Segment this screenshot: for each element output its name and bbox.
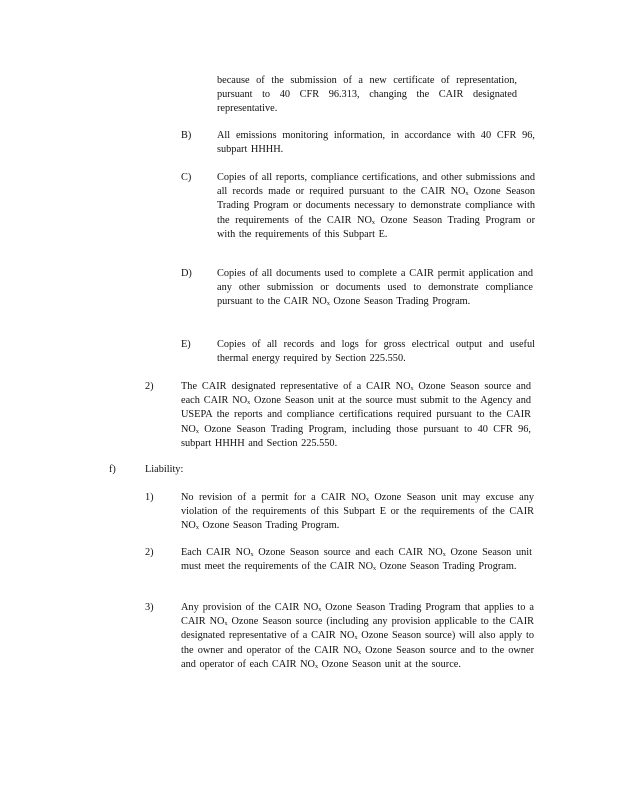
section-f-label: f) <box>109 464 116 475</box>
item-e-text: Copies of all records and logs for gross electrical output and useful thermal energy required by Section 225.550. <box>217 339 535 365</box>
liability-1-text: No revision of a permit for a CAIR NOₓ Ozone Season unit may excuse any violation of the requirements of this Subpart E or the requirements of the CAIR NOₓ Ozone Season Trading Program. <box>181 492 534 532</box>
item-c-text: Copies of all reports, compliance certifications, and other submissions and all records made or required pursuant to the CAIR NOₓ Ozone Season Trading Program or documents necessary to demonstrate compliance with the requirements of the CAIR NOₓ Ozone Season Trading Program or with the requirements of this Subpart E. <box>217 172 535 240</box>
item-2-label: 2) <box>145 381 154 392</box>
item-e-label: E) <box>181 339 191 350</box>
item-d-text: Copies of all documents used to complete a CAIR permit application and any other submission or documents used to demonstrate compliance pursuant to the CAIR NOₓ Ozone Season Trading Program. <box>217 268 533 308</box>
liability-2-label: 2) <box>145 547 154 558</box>
liability-1-label: 1) <box>145 492 154 503</box>
continued-paragraph: because of the submission of a new certificate of representation, pursuant to 40 CFR 96.313, changing the CAIR designated representative. <box>217 75 517 115</box>
section-f-heading: Liability: <box>145 464 184 475</box>
item-b-label: B) <box>181 130 192 141</box>
liability-2-text: Each CAIR NOₓ Ozone Season source and each CAIR NOₓ Ozone Season unit must meet the requirements of the CAIR NOₓ Ozone Season Trading Program. <box>181 547 532 573</box>
liability-3-text: Any provision of the CAIR NOₓ Ozone Season Trading Program that applies to a CAIR NOₓ Ozone Season source (including any provision applicable to the CAIR designated representative of a CAIR NOₓ Ozone Season source) will also apply to the owner and operator of the CAIR NOₓ Ozone Season source and to the owner and operator of each CAIR NOₓ Ozone Season unit at the source. <box>181 602 534 670</box>
item-c-label: C) <box>181 172 192 183</box>
liability-3-label: 3) <box>145 602 154 613</box>
item-b-text: All emissions monitoring information, in accordance with 40 CFR 96, subpart HHHH. <box>217 130 535 156</box>
item-2-text: The CAIR designated representative of a CAIR NOₓ Ozone Season source and each CAIR NOₓ Ozone Season unit at the source must submit to the Agency and USEPA the reports and compliance certifications required pursuant to the CAIR NOₓ Ozone Season Trading Program, including those pursuant to 40 CFR 96, subpart HHHH and Section 225.550. <box>181 381 531 449</box>
item-d-label: D) <box>181 268 192 279</box>
